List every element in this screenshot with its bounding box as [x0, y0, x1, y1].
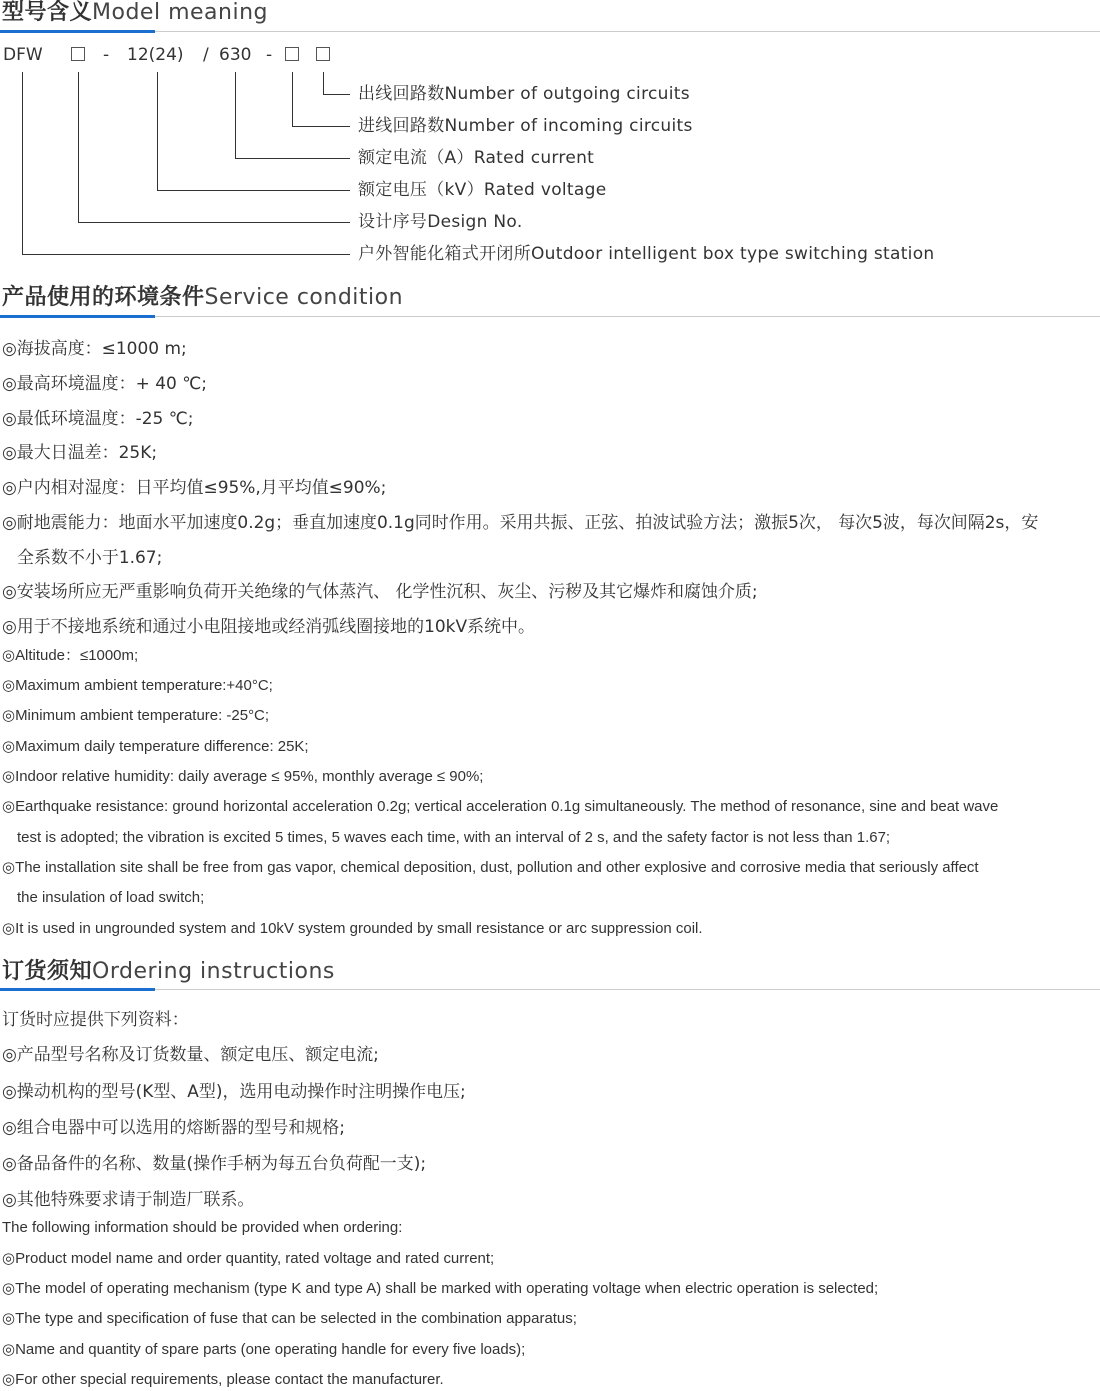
- section-title-ordering: [2, 959, 335, 985]
- condition-en-item: ◎Maximum ambient temperature:+40°C;: [2, 677, 273, 694]
- title-en: Ordering instructions: [92, 959, 335, 984]
- section-accent-bar: [0, 988, 155, 991]
- connector-vertical: [235, 72, 236, 159]
- condition-zh-item: ◎耐地震能力：地面水平加速度0.2g；垂直加速度0.1g同时作用。采用共振、正弦、拍波试验方法；激振5次， 每次5波，每次间隔2s，安: [2, 513, 1039, 533]
- condition-zh-item: ◎最大日温差：25K;: [2, 443, 158, 463]
- ordering-en-item: ◎Name and quantity of spare parts (one operating handle for every five loads);: [2, 1341, 526, 1358]
- condition-en-item-continued: the insulation of load switch;: [17, 889, 205, 906]
- ordering-en-item: ◎The type and specification of fuse that can be selected in the combination apparatus;: [2, 1310, 577, 1327]
- ordering-zh-item: ◎产品型号名称及订货数量、额定电压、额定电流;: [2, 1045, 379, 1065]
- code-dash: -: [103, 45, 110, 65]
- legend-outgoing-circuits: 出线回路数Number of outgoing circuits: [358, 84, 690, 104]
- title-en: Model meaning: [92, 0, 268, 25]
- code-current: 630: [219, 45, 252, 65]
- connector-vertical: [78, 72, 79, 223]
- section-divider: [0, 989, 1100, 990]
- condition-zh-item-continued: 全系数不小于1.67;: [17, 548, 163, 568]
- condition-en-item: ◎Indoor relative humidity: daily average ≤ 95%, monthly average ≤ 90%;: [2, 768, 484, 785]
- section-divider: [0, 316, 1100, 317]
- condition-zh-item: ◎最高环境温度：+ 40 ℃;: [2, 374, 207, 394]
- condition-en-item: ◎Minimum ambient temperature: -25°C;: [2, 707, 270, 724]
- section-title-service-condition: [2, 285, 403, 311]
- connector-vertical: [22, 72, 23, 255]
- code-placeholder-incoming: [285, 47, 299, 61]
- connector-horizontal: [157, 190, 350, 191]
- ordering-zh-item: ◎备品备件的名称、数量(操作手柄为每五台负荷配一支);: [2, 1154, 427, 1174]
- ordering-en-intro: The following information should be provided when ordering:: [2, 1219, 403, 1236]
- condition-en-item: ◎Earthquake resistance: ground horizontal acceleration 0.2g; vertical acceleration 0.1g simultaneously. The method of resonance, sine and beat wave: [2, 798, 999, 815]
- code-placeholder-outgoing: [316, 47, 330, 61]
- title-zh: 型号含义: [2, 0, 93, 25]
- title-zh: 订货须知: [2, 959, 93, 984]
- ordering-zh-item: ◎操动机构的型号(K型、A型)，选用电动操作时注明操作电压;: [2, 1082, 466, 1102]
- section-accent-bar: [0, 315, 155, 318]
- legend-design-no: 设计序号Design No.: [358, 212, 523, 232]
- ordering-zh-item: ◎其他特殊要求请于制造厂联系。: [2, 1190, 255, 1210]
- legend-rated-voltage: 额定电压（kV）Rated voltage: [358, 180, 607, 200]
- connector-horizontal: [78, 222, 350, 223]
- title-zh: 产品使用的环境条件: [2, 285, 205, 310]
- connector-vertical: [292, 72, 293, 127]
- title-en: Service condition: [204, 285, 404, 310]
- ordering-zh-item: ◎组合电器中可以选用的熔断器的型号和规格;: [2, 1118, 345, 1138]
- legend-product-type: 户外智能化箱式开闭所Outdoor intelligent box type switching station: [358, 244, 935, 264]
- condition-en-item-continued: test is adopted; the vibration is excited 5 times, 5 waves each time, with an interval of 2 s, and the safety factor is not less than 1.67;: [17, 829, 891, 846]
- condition-zh-item: ◎海拔高度：≤1000 m;: [2, 339, 187, 359]
- ordering-zh-intro: 订货时应提供下列资料：: [2, 1010, 189, 1030]
- condition-en-item: ◎The installation site shall be free from gas vapor, chemical deposition, dust, pollution and other explosive and corrosive media that seriously affect: [2, 859, 979, 876]
- condition-en-item: ◎Maximum daily temperature difference: 25K;: [2, 738, 309, 755]
- legend-rated-current: 额定电流（A）Rated current: [358, 148, 595, 168]
- code-prefix: DFW: [3, 45, 43, 65]
- ordering-en-item: ◎The model of operating mechanism (type K and type A) shall be marked with operating voltage when electric operation is selected;: [2, 1280, 879, 1297]
- ordering-en-item: ◎For other special requirements, please contact the manufacturer.: [2, 1371, 444, 1388]
- connector-horizontal: [22, 254, 350, 255]
- ordering-en-item: ◎Product model name and order quantity, rated voltage and rated current;: [2, 1250, 495, 1267]
- connector-vertical: [157, 72, 158, 191]
- condition-zh-item: ◎户内相对湿度：日平均值≤95%,月平均值≤90%;: [2, 478, 387, 498]
- condition-zh-item: ◎用于不接地系统和通过小电阻接地或经消弧线圈接地的10kV系统中。: [2, 617, 535, 637]
- connector-horizontal: [292, 126, 350, 127]
- condition-zh-item: ◎最低环境温度：-25 ℃;: [2, 409, 194, 429]
- code-voltage: 12(24): [127, 45, 184, 65]
- section-accent-bar: [0, 30, 155, 33]
- code-dash: -: [266, 45, 273, 65]
- condition-en-item: ◎It is used in ungrounded system and 10kV system grounded by small resistance or arc suppression coil.: [2, 920, 703, 937]
- condition-zh-item: ◎安装场所应无严重影响负荷开关绝缘的气体蒸汽、 化学性沉积、灰尘、污秽及其它爆炸和腐蚀介质;: [2, 582, 758, 602]
- section-divider: [0, 31, 1100, 32]
- code-slash: /: [203, 45, 209, 65]
- condition-en-item: ◎Altitude：≤1000m;: [2, 647, 139, 664]
- connector-horizontal: [323, 94, 350, 95]
- code-placeholder-design: [71, 47, 85, 61]
- connector-vertical: [323, 72, 324, 95]
- connector-horizontal: [235, 158, 350, 159]
- legend-incoming-circuits: 进线回路数Number of incoming circuits: [358, 116, 693, 136]
- section-title-model-meaning: [2, 0, 268, 26]
